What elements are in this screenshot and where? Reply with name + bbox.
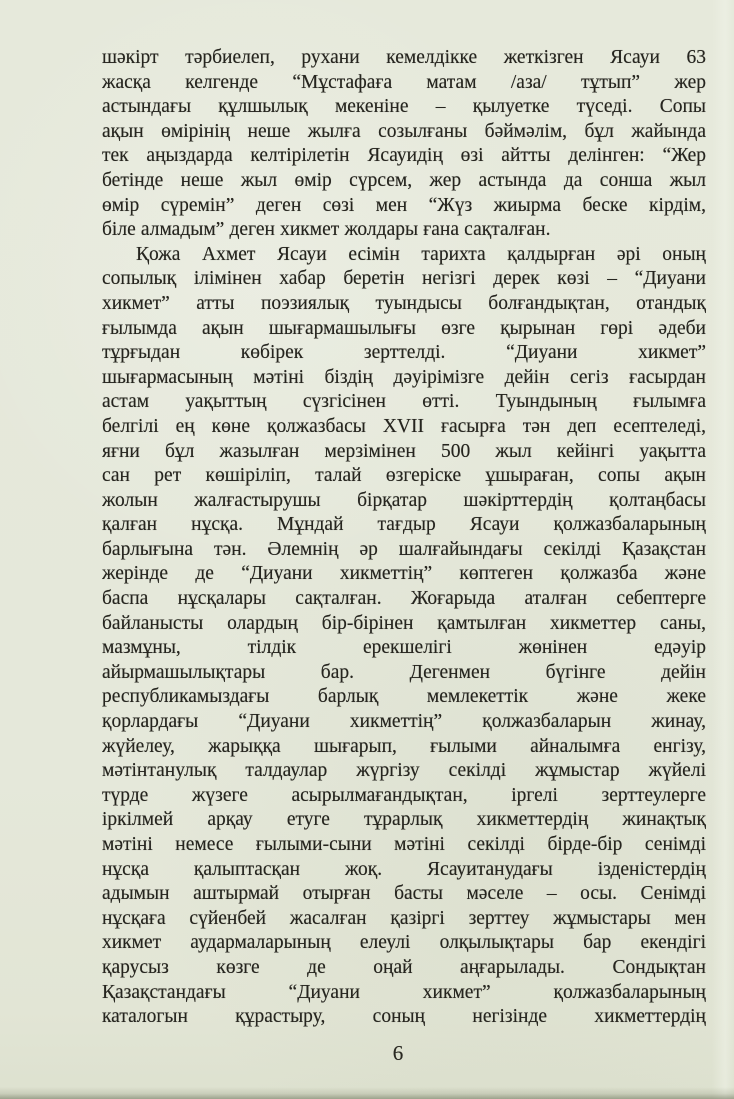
text-line: нұсқаға сүйенбей жасалған қазіргі зерттеу жұмыстары мен xyxy=(102,907,706,929)
text-line: қорлардағы “Диуани хикметтің” қолжазбаларын жинау, xyxy=(102,711,706,733)
text-line: барлығына тән. Әлемнің әр шалғайындағы секілді Қазақстан xyxy=(102,538,706,560)
page-number: 6 xyxy=(392,1041,404,1065)
text-line: іркілмей арқау етуге тұрарлық хикметтердің жинақтық xyxy=(102,809,706,831)
text-line: айырмашылықтары бар. Дегенмен бүгінге дейін xyxy=(102,661,706,683)
page-text xyxy=(102,46,706,1030)
text-line: шәкірт тәрбиелеп, рухани кемелдікке жеткізген Ясауи 63 xyxy=(102,47,706,68)
text-line: астындағы құлшылық мекеніне – қылуетке түседі. Сопы xyxy=(102,96,706,118)
text-line: сопылық ілімінен хабар беретін негізгі дерек көзі – “Диуани xyxy=(102,268,706,290)
text-line: хикмет аудармаларының елеулі олқылықтары бар екендігі xyxy=(102,932,706,954)
text-line: қалған нұсқа. Мұндай тағдыр Ясауи қолжазбаларының xyxy=(102,514,706,536)
text-line: тұрғыдан көбірек зерттелді. “Диуани хикмет” xyxy=(102,342,706,364)
text-line: нұсқа қалыптасқан жоқ. Ясауитанудағы ізденістердің xyxy=(102,858,706,880)
text-line: жолын жалғастырушы бірқатар шәкірттердің қолтаңбасы xyxy=(102,489,706,511)
text-line: мазмұны, тілдік ерекшелігі жөнінен едәуір xyxy=(102,637,706,659)
text-line: байланысты олардың бір-бірінен қамтылған хикметтер саны, xyxy=(102,612,706,634)
paper-edge-highlight xyxy=(712,0,734,1099)
text-line: өмір сүремін” деген сөзі мен “Жүз жиырма беске кірдім, xyxy=(102,194,706,216)
text-line: жерінде де “Диуани хикметтің” көптеген қолжазба және xyxy=(102,563,706,585)
text-line: яғни бұл жазылған мерзімінен 500 жыл кейінгі уақытта xyxy=(102,440,706,462)
text-line: каталогын құрастыру, соның негізінде хикметтердің xyxy=(102,1006,706,1028)
text-line: тек аңыздарда келтірілетін Ясауидің өзі айтты делінген: “Жер xyxy=(102,145,706,167)
text-line: шығармасының мәтіні біздің дәуірімізге дейін сегіз ғасырдан xyxy=(102,366,706,388)
text-line: баспа нұсқалары сақталған. Жоғарыда аталған себептерге xyxy=(102,588,706,610)
text-line: сан рет көшіріліп, талай өзгеріске ұшыраған, сопы ақын xyxy=(102,465,706,487)
text-line: түрде жүзеге асырылмағандықтан, іргелі зерттеулерге xyxy=(102,784,706,806)
text-line: ақын өмірінің неше жылға созылғаны бәймәлім, бұл жайында xyxy=(102,120,706,142)
text-line: қарусыз көзге де оңай аңғарылады. Сондықтан xyxy=(102,956,706,978)
text-line: жасқа келгенде “Мұстафаға матам /аза/ тұтып” жер xyxy=(102,71,706,93)
text-line: хикмет” атты поэзиялық туындысы болғандықтан, отандық xyxy=(102,292,706,314)
scan-edge-shadow xyxy=(0,1087,734,1099)
text-line: республикамыздағы барлық мемлекеттік және жеке xyxy=(102,686,706,708)
text-line: мәтінтанулық талдаулар жүргізу секілді жұмыстар жүйелі xyxy=(102,760,706,782)
text-line: адымын аштырмай отырған басты мәселе – осы. Сенімді xyxy=(102,883,706,905)
text-line: ғылымда ақын шығармашылығы өзге қырынан гөрі әдеби xyxy=(102,317,706,339)
text-line: Қожа Ахмет Ясауи есімін тарихта қалдырған әрі оның xyxy=(136,243,706,265)
text-line: жүйелеу, жарыққа шығарып, ғылыми айналымға енгізу, xyxy=(102,735,706,757)
text-line: белгілі ең көне қолжазбасы XVII ғасырға тән деп есептеледі, xyxy=(102,415,706,437)
text-line: біле алмадым” деген хикмет жолдары ғана сақталған. xyxy=(102,219,551,241)
text-line: бетінде неше жыл өмір сүрсем, жер астында да сонша жыл xyxy=(102,169,706,191)
text-line: мәтіні немесе ғылыми-сыни мәтіні секілді бірде-бір сенімді xyxy=(102,834,706,855)
text-line: Қазақстандағы “Диуани хикмет” қолжазбаларының xyxy=(102,981,706,1003)
text-line: астам уақыттың сүзгісінен өтті. Туындының ғылымға xyxy=(102,391,706,413)
